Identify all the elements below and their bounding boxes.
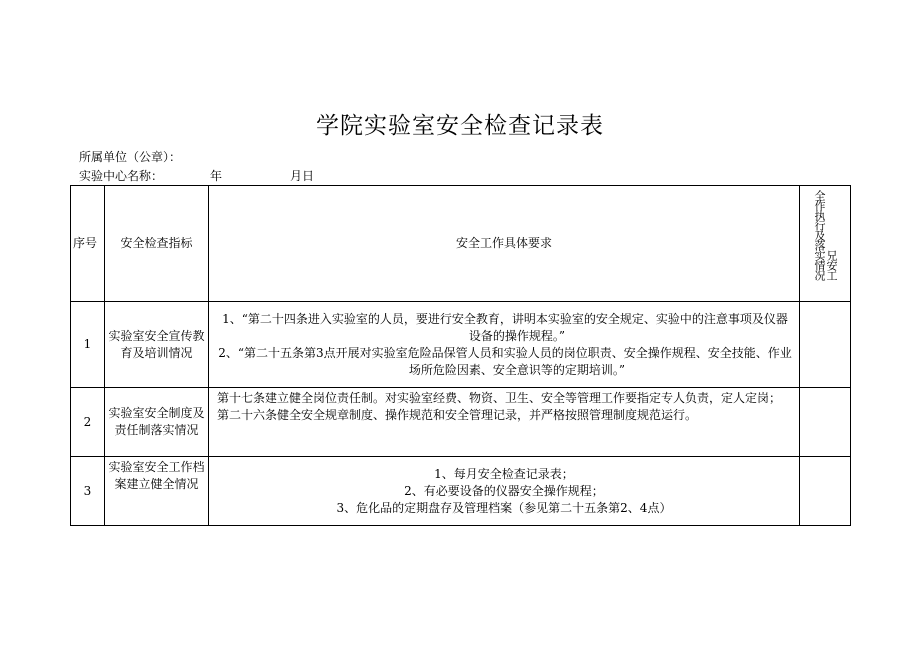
row-requirements (209, 388, 800, 457)
row-requirements (209, 457, 800, 526)
row-indicator: 实验室安全工作档案建立健全情况 (105, 457, 209, 526)
header-row (71, 186, 851, 302)
header-no: 序号 (71, 186, 105, 302)
row-execution-cell (800, 302, 851, 388)
center-line (79, 168, 315, 184)
row-no: 2 (71, 388, 105, 457)
requirement-item: 第十七条建立健全岗位责任制。对实验室经费、物资、卫生、安全等管理工作要指定专人负责，定人定岗；第二十六条健全安全规章制度、操作规范和安全管理记录，并严格按照管理制度规范运行。 (217, 391, 782, 422)
year-label: 年 (210, 169, 223, 183)
header-execution (800, 186, 851, 302)
row-no: 1 (71, 302, 105, 388)
requirement-item: 1、每月安全检查记录表； (434, 466, 574, 481)
table-row (71, 302, 851, 388)
row-indicator: 实验室安全制度及责任制落实情况 (105, 388, 209, 457)
page-title: 学院实验室安全检查记录表 (316, 113, 604, 139)
table-row (71, 388, 851, 457)
header-execution-col2: 兄安工 (825, 250, 838, 280)
month-day-label: 月日 (290, 169, 315, 183)
requirement-item: 3、危化品的定期盘存及管理档案（参见第二十五条第2、4点） (336, 500, 672, 515)
requirement-item: 1、“第二十四条进入实验室的人员，要进行安全教育，讲明本实验室的安全规定、实验中的注意事项及仪器设备的操作规程。” (222, 311, 788, 343)
row-execution-cell (800, 388, 851, 457)
header-requirements: 安全工作具体要求 (209, 186, 800, 302)
requirement-item: 2、有必要设备的仪器安全操作规程； (404, 483, 604, 498)
header-indicator: 安全检查指标 (105, 186, 209, 302)
row-indicator: 实验室安全宣传教育及培训情况 (105, 302, 209, 388)
row-execution-cell (800, 457, 851, 526)
center-label: 实验中心名称： (79, 169, 164, 183)
header-execution-col1: 全作执行及落实情况 (813, 190, 826, 280)
row-requirements (209, 302, 800, 388)
safety-check-table (70, 185, 851, 526)
unit-label: 所属单位（公章）： (79, 150, 182, 164)
table-row (71, 457, 851, 526)
requirement-item: 2、“第二十五条第3点开展对实验室危险品保管人员和实验人员的岗位职责、安全操作规程、安全技能、作业场所危险因素、安全意识等的定期培训。” (218, 345, 792, 377)
row-no: 3 (71, 457, 105, 526)
